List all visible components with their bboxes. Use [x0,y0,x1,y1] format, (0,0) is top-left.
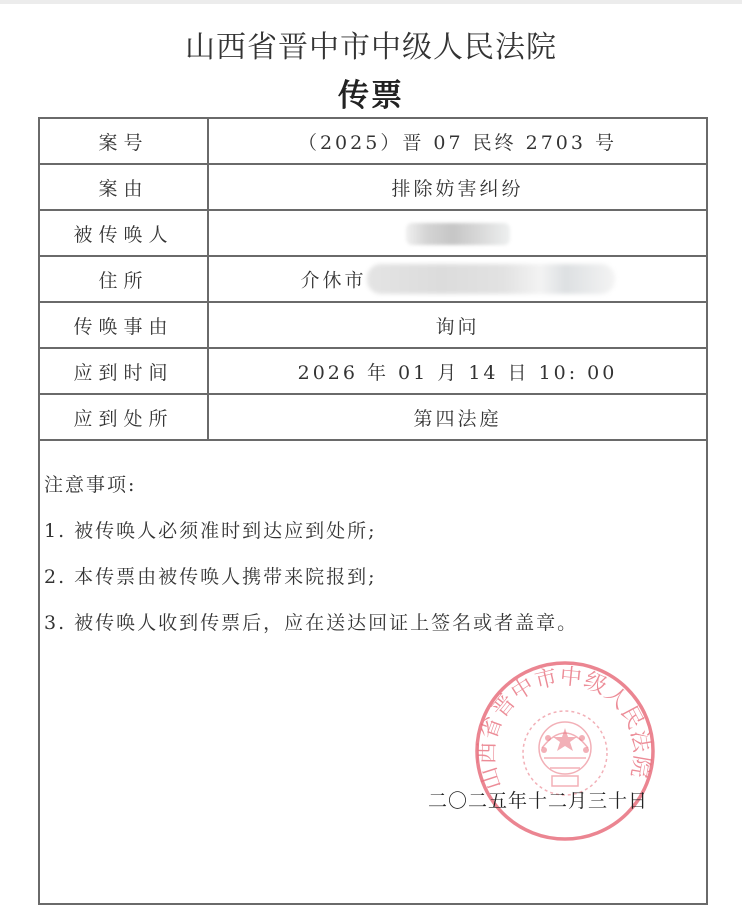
summons-reason-label: 传唤事由 [39,302,208,348]
summons-info-table [38,117,708,441]
case-number-value: （2025）晋 07 民终 2703 号 [208,118,707,164]
table-row-case-cause [39,164,707,210]
address-visible-text: 介休市 [300,269,367,292]
notes-section [44,470,704,654]
table-row-case-number [39,118,707,164]
table-row-summoned-person [39,210,707,256]
summoned-person-value [208,210,707,256]
table-row-appearance-time [39,348,707,394]
address-label: 住所 [39,256,208,302]
court-seal-icon [472,658,658,844]
note-item-1: 1. 被传唤人必须准时到达应到处所; [44,520,377,542]
table-row-appearance-place [39,394,707,440]
court-name: 山西省晋中市中级人民法院 [185,30,557,65]
appearance-time-value: 2026 年 01 月 14 日 10: 00 [208,348,707,394]
redacted-name-blur [406,223,510,245]
summons-reason-value: 询问 [208,302,707,348]
case-cause-label: 案由 [39,164,208,210]
case-cause-value: 排除妨害纠纷 [208,164,707,210]
appearance-time-label: 应到时间 [39,348,208,394]
case-number-label: 案号 [39,118,208,164]
note-item-3: 3. 被传唤人收到传票后，应在送达回证上签名或者盖章。 [44,612,579,634]
address-value [208,256,707,302]
appearance-place-label: 应到处所 [39,394,208,440]
table-row-summons-reason [39,302,707,348]
signature-date: 二〇二五年十二月三十日 [428,790,649,812]
appearance-place-value: 第四法庭 [208,394,707,440]
top-bar [0,0,742,4]
table-row-address [39,256,707,302]
note-item-2: 2. 本传票由被传唤人携带来院报到; [44,566,377,588]
seal-text: 山西省晋中市中级人民法院 [475,664,654,793]
svg-text:山西省晋中市中级人民法院 [475,664,654,792]
notes-heading: 注意事项: [44,474,137,496]
document-title: 传票 [338,78,404,114]
redacted-address-blur [367,264,615,294]
summoned-person-label: 被传唤人 [39,210,208,256]
